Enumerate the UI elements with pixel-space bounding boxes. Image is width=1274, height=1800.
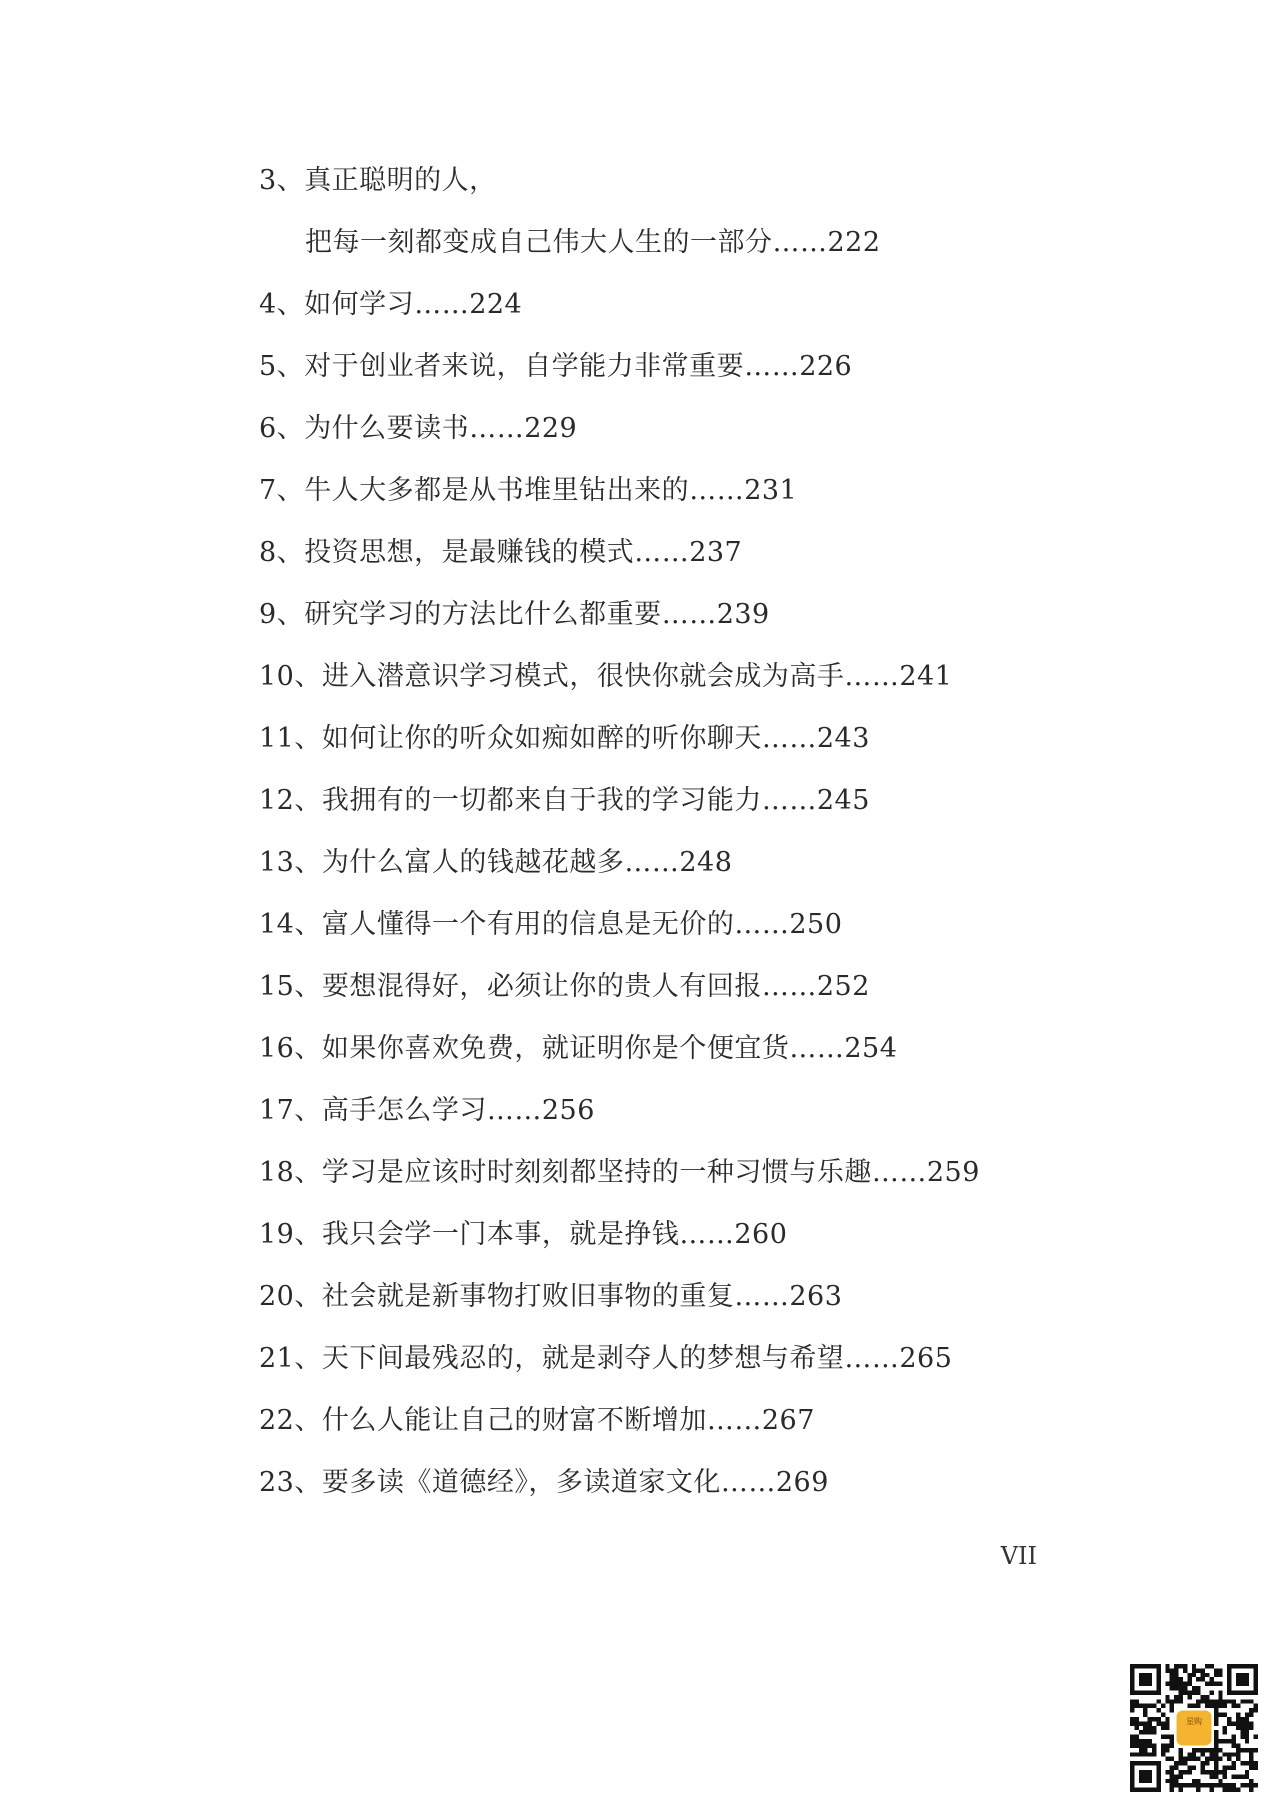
toc-entry-4 [259,274,980,336]
toc-page: ……252 [761,971,870,1002]
toc-page: ……231 [689,475,798,506]
toc-number: 23、 [259,1467,322,1498]
toc-title: 研究学习的方法比什么都重要 [304,599,662,630]
toc-title: 为什么要读书 [304,413,470,444]
toc-page: ……229 [469,413,578,444]
toc-entry-22 [259,1390,980,1452]
toc-entry-23 [259,1452,980,1514]
toc-number: 14、 [259,909,322,940]
qr-badge-label: 星购 [1186,1717,1202,1726]
toc-title: 要多读《道德经》，多读道家文化 [321,1467,721,1498]
toc-page: ……256 [486,1095,595,1126]
toc-title: 我拥有的一切都来自于我的学习能力 [321,785,762,816]
toc-number: 7、 [259,475,305,506]
toc-page: ……239 [661,599,770,630]
toc-entry-7 [259,460,980,522]
toc-number: 16、 [259,1033,322,1064]
toc-title: 要想混得好，必须让你的贵人有回报 [321,971,762,1002]
toc-number: 6、 [259,413,305,444]
toc-entry-15 [259,956,980,1018]
toc-entry-6 [259,398,980,460]
toc-number: 20、 [259,1281,322,1312]
toc-page: ……226 [744,351,853,382]
toc-title: 我只会学一门本事，就是挣钱 [321,1219,680,1250]
toc-title: 如何让你的听众如痴如醉的听你聊天 [321,723,762,754]
toc-number: 11、 [259,723,322,754]
toc-page: ……222 [772,227,881,258]
toc-entry-10 [259,646,980,708]
toc-title: 富人懂得一个有用的信息是无价的 [321,909,735,940]
toc-title: 天下间最残忍的，就是剥夺人的梦想与希望 [321,1343,845,1374]
toc-number: 12、 [259,785,322,816]
toc-title: 高手怎么学习 [321,1095,487,1126]
toc-entry-21 [259,1328,980,1390]
toc-title: 如何学习 [304,289,415,320]
toc-title: 为什么富人的钱越花越多 [321,847,625,878]
toc-number: 5、 [259,351,305,382]
toc-number: 4、 [259,289,305,320]
toc-entry-19 [259,1204,980,1266]
toc-title: 对于创业者来说，自学能力非常重要 [304,351,745,382]
toc-title: 真正聪明的人， [304,165,497,196]
toc-page: ……245 [761,785,870,816]
toc-number: 21、 [259,1343,322,1374]
toc-number: 15、 [259,971,322,1002]
toc-title: 把每一刻都变成自己伟大人生的一部分 [305,227,773,258]
toc-page: ……224 [414,289,523,320]
toc-page: ……265 [844,1343,953,1374]
toc-page: ……250 [734,909,843,940]
toc-page: ……263 [734,1281,843,1312]
table-of-contents [259,150,980,1514]
toc-page: ……260 [679,1219,788,1250]
toc-number: 3、 [259,165,305,196]
toc-number: 17、 [259,1095,322,1126]
toc-page: ……248 [624,847,733,878]
toc-number: 22、 [259,1405,322,1436]
toc-title: 如果你喜欢免费，就证明你是个便宜货 [321,1033,790,1064]
toc-entry-13 [259,832,980,894]
toc-number: 13、 [259,847,322,878]
toc-entry-3-continuation [259,212,980,274]
toc-number: 18、 [259,1157,322,1188]
toc-title: 学习是应该时时刻刻都坚持的一种习惯与乐趣 [321,1157,872,1188]
toc-page: ……269 [720,1467,829,1498]
toc-page: ……241 [844,661,953,692]
toc-entry-14 [259,894,980,956]
toc-entry-3 [259,150,980,212]
toc-page: ……267 [706,1405,815,1436]
toc-page: ……243 [761,723,870,754]
qr-code-icon [1130,1664,1258,1792]
toc-title: 社会就是新事物打败旧事物的重复 [321,1281,735,1312]
toc-number: 8、 [259,537,305,568]
toc-page: ……237 [634,537,743,568]
toc-page: ……254 [789,1033,898,1064]
toc-entry-20 [259,1266,980,1328]
toc-entry-8 [259,522,980,584]
toc-number: 19、 [259,1219,322,1250]
toc-title: 进入潜意识学习模式，很快你就会成为高手 [321,661,845,692]
toc-number: 9、 [259,599,305,630]
page-number: VII [1000,1542,1037,1570]
qr-badge [1176,1710,1211,1745]
toc-entry-5 [259,336,980,398]
toc-title: 牛人大多都是从书堆里钻出来的 [304,475,690,506]
toc-entry-17 [259,1080,980,1142]
toc-entry-12 [259,770,980,832]
toc-number: 10、 [259,661,322,692]
toc-title: 投资思想，是最赚钱的模式 [304,537,635,568]
toc-title: 什么人能让自己的财富不断增加 [321,1405,707,1436]
toc-entry-18 [259,1142,980,1204]
toc-entry-16 [259,1018,980,1080]
toc-page: ……259 [871,1157,980,1188]
toc-entry-9 [259,584,980,646]
toc-entry-11 [259,708,980,770]
